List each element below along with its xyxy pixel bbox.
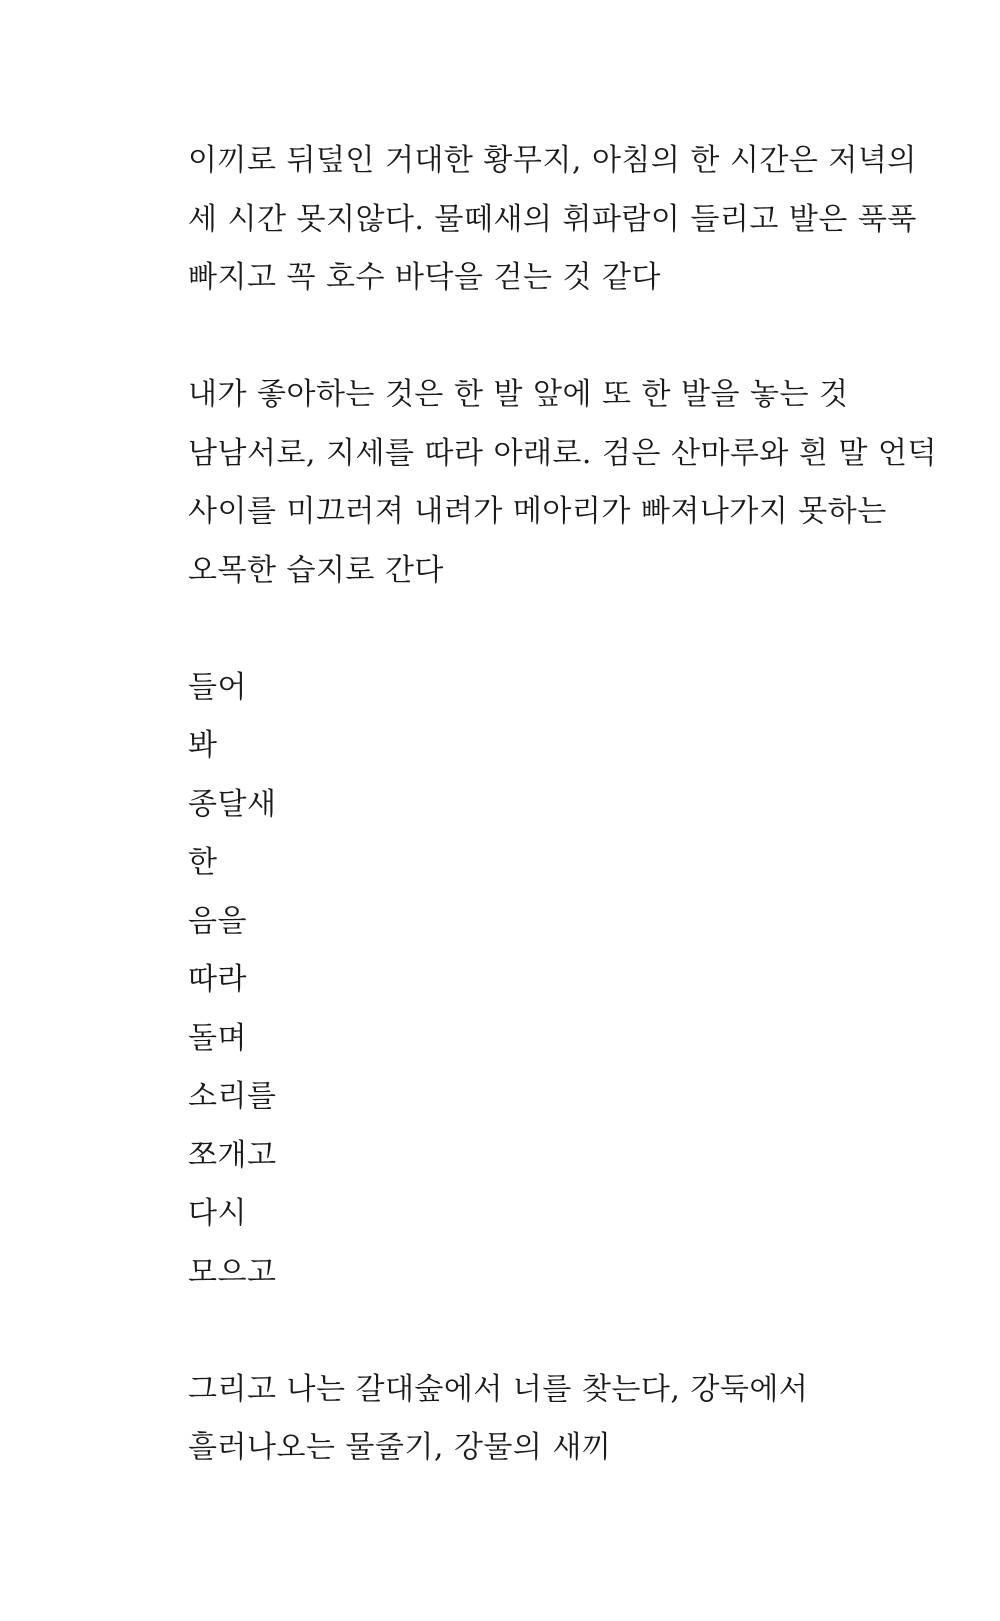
poem-line: 음을: [188, 903, 247, 939]
poem-line: 이끼로 뒤덮인 거대한 황무지, 아침의 한 시간은 저녁의: [188, 143, 917, 178]
stanza-2: [188, 366, 937, 600]
poem-body: [188, 132, 937, 1478]
poem-line: 그리고 나는 갈대숲에서 너를 찾는다, 강둑에서: [188, 1371, 809, 1407]
poem-line: 들어: [188, 669, 247, 705]
stanza-4: [188, 1361, 908, 1478]
poem-line: 다시: [188, 1196, 247, 1231]
poem-line: 소리를: [188, 1079, 277, 1114]
stanza-divider: [188, 1302, 908, 1361]
poem-line: 사이를 미끄러져 내려가 메아리가 빠져나가지 못하는: [188, 494, 887, 529]
poem-line: 내가 좋아하는 것은 한 발 앞에 또 한 발을 놓는 것: [188, 377, 849, 412]
poem-line: 종달새: [188, 786, 277, 822]
stanza-divider: [188, 600, 908, 659]
stanza-divider: [188, 308, 908, 367]
poem-line: 모으고: [188, 1254, 277, 1290]
poem-line: 쪼개고: [188, 1137, 277, 1173]
poem-line: 돌며: [188, 1020, 247, 1056]
poem-line: 한: [188, 845, 218, 880]
stanza-3: [188, 659, 908, 1303]
poem-line: 세 시간 못지않다. 물떼새의 휘파람이 들리고 발은 푹푹: [188, 201, 917, 237]
poem-line: 봐: [188, 728, 218, 763]
poem-line: 따라: [188, 962, 247, 997]
poem-line: 오목한 습지로 간다: [188, 552, 444, 588]
stanza-1: [188, 132, 917, 308]
poem-line: 흘러나오는 물줄기, 강물의 새끼: [188, 1430, 612, 1465]
poem-line: 남남서로, 지세를 따라 아래로. 검은 산마루와 흰 말 언덕: [188, 435, 937, 471]
poem-line: 빠지고 꼭 호수 바닥을 걷는 것 같다: [188, 260, 661, 295]
